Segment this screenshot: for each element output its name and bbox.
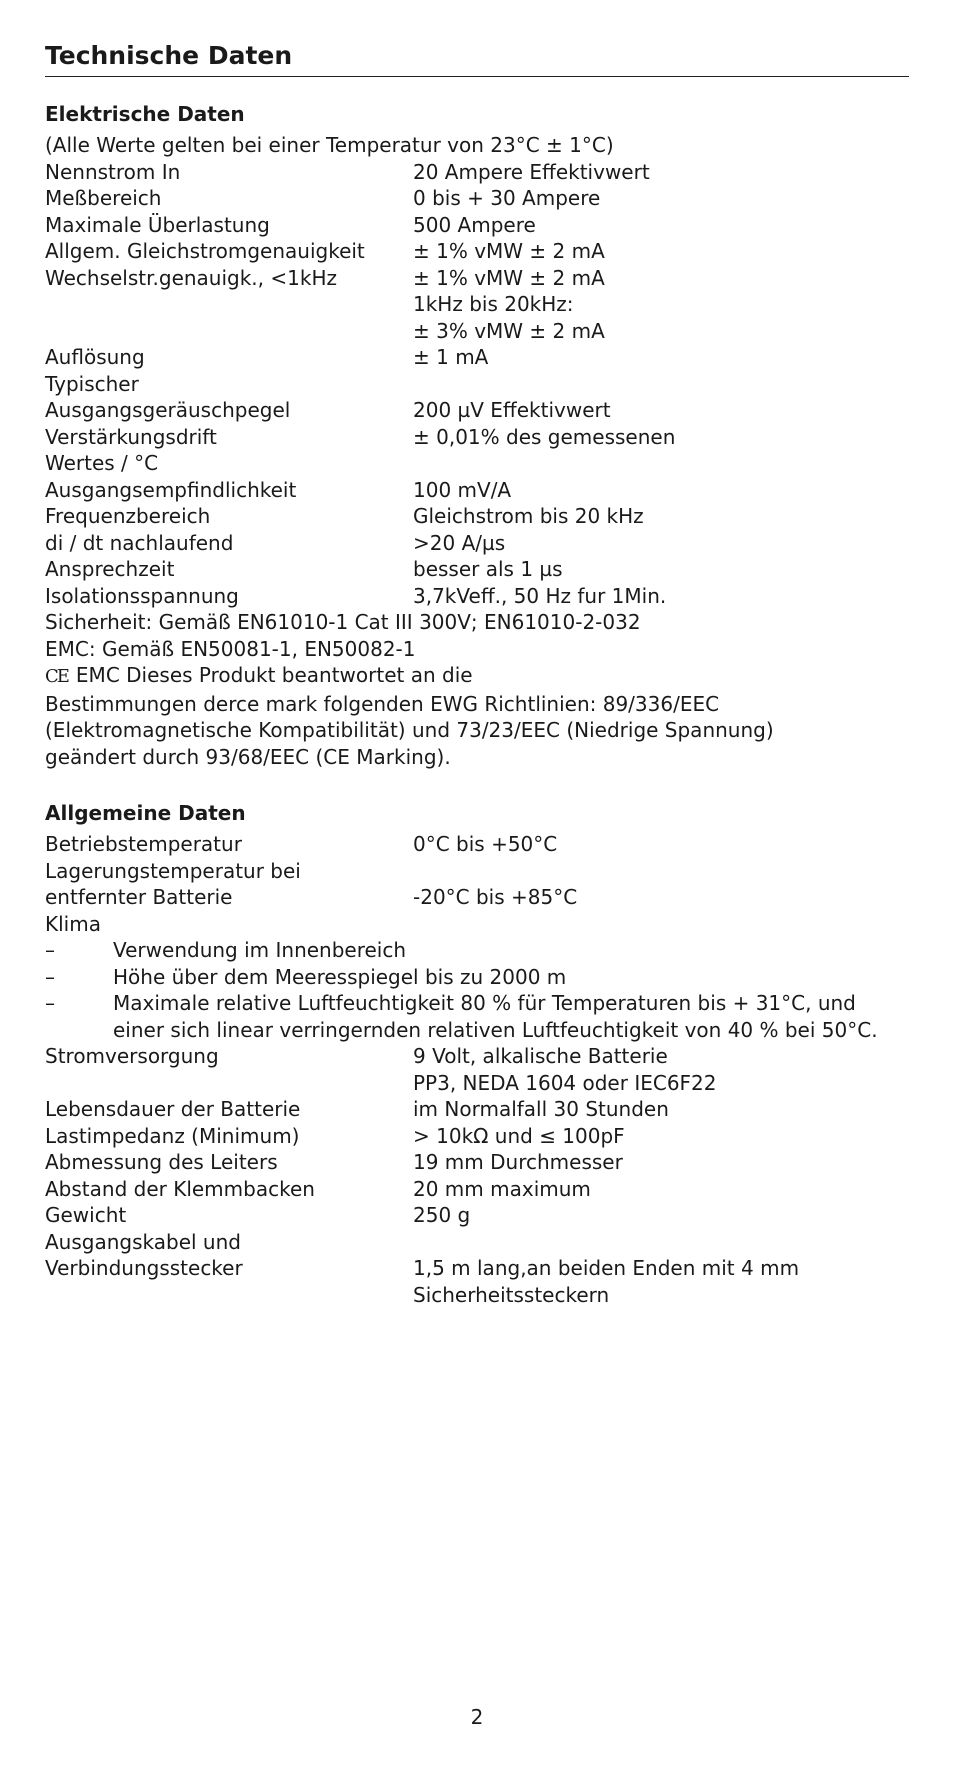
spec-label: Stromversorgung bbox=[45, 1044, 219, 1068]
spec-row bbox=[45, 556, 909, 583]
spec-row bbox=[45, 1202, 909, 1229]
spec-label: Betriebstemperatur bbox=[45, 832, 242, 856]
spec-label bbox=[45, 1070, 413, 1097]
spec-row bbox=[45, 1229, 909, 1256]
list-item-text: Verwendung im Innenbereich bbox=[113, 938, 407, 962]
safety-text: Sicherheit: Gemäß EN61010-1 Cat III 300V; EN61010-2-032 bbox=[45, 610, 641, 634]
spec-row bbox=[45, 344, 909, 371]
spec-value: ± 0,01% des gemessenen bbox=[413, 424, 676, 449]
page-title: Technische Daten bbox=[45, 38, 909, 77]
spec-value: 3,7kVeff., 50 Hz fur 1Min. bbox=[413, 583, 667, 608]
spec-row bbox=[45, 477, 909, 504]
spec-row bbox=[45, 503, 909, 530]
spec-row bbox=[45, 1123, 909, 1150]
spec-row bbox=[45, 884, 909, 911]
spec-label: Isolationsspannung bbox=[45, 583, 239, 608]
spec-label: Abstand der Klemmbacken bbox=[45, 1176, 315, 1201]
spec-row bbox=[45, 397, 909, 424]
spec-label: Maximale Überlastung bbox=[45, 212, 270, 237]
spec-row bbox=[45, 291, 909, 318]
spec-row bbox=[45, 530, 909, 557]
spec-label: Lagerungstemperatur bei bbox=[45, 858, 301, 883]
spec-label: Abmessung des Leiters bbox=[45, 1150, 278, 1174]
general-spec-table-top bbox=[45, 831, 909, 911]
spec-row bbox=[45, 1096, 909, 1123]
spec-row bbox=[45, 238, 909, 265]
spec-label: Ausgangskabel und bbox=[45, 1229, 241, 1254]
spec-label: Typischer bbox=[45, 371, 139, 396]
spec-label: Allgem. Gleichstromgenauigkeit bbox=[45, 239, 365, 263]
spec-row bbox=[45, 450, 909, 477]
spec-row bbox=[45, 371, 909, 398]
intro-text: (Alle Werte gelten bei einer Temperatur von 23°C ± 1°C) bbox=[45, 133, 614, 157]
electrical-spec-table bbox=[45, 159, 909, 610]
spec-value bbox=[413, 1229, 909, 1256]
spec-row bbox=[45, 858, 909, 885]
spec-row bbox=[45, 265, 909, 292]
spec-value: 1,5 m lang,an beiden Enden mit 4 mm bbox=[413, 1256, 800, 1280]
spec-row bbox=[45, 185, 909, 212]
ce-paragraph-line bbox=[45, 662, 909, 691]
spec-label: Gewicht bbox=[45, 1203, 127, 1227]
spec-label bbox=[45, 291, 413, 318]
spec-value: 20 mm maximum bbox=[413, 1176, 591, 1201]
spec-row bbox=[45, 1070, 909, 1097]
spec-value: 9 Volt, alkalische Batterie bbox=[413, 1044, 668, 1068]
spec-label: Auflösung bbox=[45, 345, 145, 369]
spec-row bbox=[45, 424, 909, 451]
spec-value bbox=[413, 371, 909, 398]
spec-value: 20 Ampere Effektivwert bbox=[413, 159, 650, 184]
spec-value: -20°C bis +85°C bbox=[413, 885, 578, 909]
general-spec-table-bottom bbox=[45, 1043, 909, 1308]
spec-value: 0 bis + 30 Ampere bbox=[413, 186, 601, 210]
spec-label: di / dt nachlaufend bbox=[45, 530, 234, 555]
spec-row bbox=[45, 1149, 909, 1176]
section-title-general: Allgemeine Daten bbox=[45, 801, 246, 825]
spec-value: >20 A/µs bbox=[413, 530, 506, 555]
ce-paragraph-line: geändert durch 93/68/EEC (CE Marking). bbox=[45, 744, 451, 769]
spec-label: Wertes / °C bbox=[45, 451, 159, 475]
ce-mark-icon: CE bbox=[45, 666, 68, 687]
spec-label: Ausgangsgeräuschpegel bbox=[45, 398, 291, 422]
spec-value bbox=[413, 450, 909, 477]
spec-row bbox=[45, 1255, 909, 1282]
list-item bbox=[45, 964, 909, 991]
spec-label: Wechselstr.genauigk., <1kHz bbox=[45, 265, 337, 290]
spec-value: 200 µV Effektivwert bbox=[413, 398, 611, 422]
document-page bbox=[45, 38, 909, 1308]
spec-value: ± 3% vMW ± 2 mA bbox=[413, 318, 605, 343]
ce-paragraph-line: Bestimmungen derce mark folgenden EWG Richtlinien: 89/336/EEC bbox=[45, 691, 720, 716]
list-item bbox=[45, 937, 909, 964]
section-title-electrical: Elektrische Daten bbox=[45, 102, 245, 126]
ce-text: EMC Dieses Produkt beantwortet an die bbox=[75, 663, 473, 687]
spec-label: Verbindungsstecker bbox=[45, 1256, 243, 1280]
spec-value: im Normalfall 30 Stunden bbox=[413, 1097, 669, 1121]
spec-value: 500 Ampere bbox=[413, 212, 536, 237]
spec-row bbox=[45, 831, 909, 858]
spec-row bbox=[45, 583, 909, 610]
spec-row bbox=[45, 159, 909, 186]
dash-bullet: – bbox=[45, 991, 55, 1015]
dash-bullet: – bbox=[45, 964, 55, 989]
spec-value: Sicherheitssteckern bbox=[413, 1282, 610, 1307]
spec-value bbox=[413, 858, 909, 885]
page-number: 2 bbox=[470, 1705, 484, 1729]
spec-row bbox=[45, 1282, 909, 1309]
spec-label: Verstärkungsdrift bbox=[45, 424, 217, 449]
spec-label: Ausgangsempfindlichkeit bbox=[45, 477, 297, 502]
spec-row bbox=[45, 212, 909, 239]
spec-value: 19 mm Durchmesser bbox=[413, 1150, 623, 1174]
spec-row bbox=[45, 1043, 909, 1070]
spec-label: Ansprechzeit bbox=[45, 557, 175, 581]
spec-value: ± 1 mA bbox=[413, 345, 489, 369]
spec-row bbox=[45, 1176, 909, 1203]
spec-value: besser als 1 µs bbox=[413, 557, 563, 581]
spec-value: Gleichstrom bis 20 kHz bbox=[413, 504, 644, 528]
spec-value: ± 1% vMW ± 2 mA bbox=[413, 239, 605, 263]
dash-bullet: – bbox=[45, 938, 55, 962]
spec-value: 250 g bbox=[413, 1203, 471, 1227]
spec-value: 0°C bis +50°C bbox=[413, 832, 558, 856]
spec-label bbox=[45, 1282, 413, 1309]
spec-value: > 10kΩ und ≤ 100pF bbox=[413, 1123, 625, 1148]
spec-label: Frequenzbereich bbox=[45, 504, 211, 528]
spec-value: 100 mV/A bbox=[413, 477, 512, 502]
spec-label: entfernter Batterie bbox=[45, 885, 233, 909]
list-item bbox=[45, 990, 909, 1043]
spec-value: 1kHz bis 20kHz: bbox=[413, 292, 574, 316]
ce-paragraph-line: (Elektromagnetische Kompatibilität) und 73/23/EEC (Niedrige Spannung) bbox=[45, 718, 774, 742]
spec-row bbox=[45, 318, 909, 345]
list-item-text: Maximale relative Luftfeuchtigkeit 80 % für Temperaturen bis + 31°C, und einer sich linear verringernden relativen Luftfeuchtigkeit von 40 % bei 50°C. bbox=[113, 991, 878, 1042]
climate-list bbox=[45, 937, 909, 1043]
list-item-text: Höhe über dem Meeresspiegel bis zu 2000 m bbox=[113, 964, 567, 989]
climate-label: Klima bbox=[45, 911, 101, 936]
spec-label: Lebensdauer der Batterie bbox=[45, 1097, 301, 1121]
spec-label bbox=[45, 318, 413, 345]
spec-value: PP3, NEDA 1604 oder IEC6F22 bbox=[413, 1070, 717, 1095]
spec-label: Nennstrom In bbox=[45, 159, 181, 184]
emc-text: EMC: Gemäß EN50081-1, EN50082-1 bbox=[45, 636, 416, 661]
spec-value: ± 1% vMW ± 2 mA bbox=[413, 265, 605, 290]
spec-label: Lastimpedanz (Minimum) bbox=[45, 1123, 300, 1148]
spec-label: Meßbereich bbox=[45, 186, 162, 210]
